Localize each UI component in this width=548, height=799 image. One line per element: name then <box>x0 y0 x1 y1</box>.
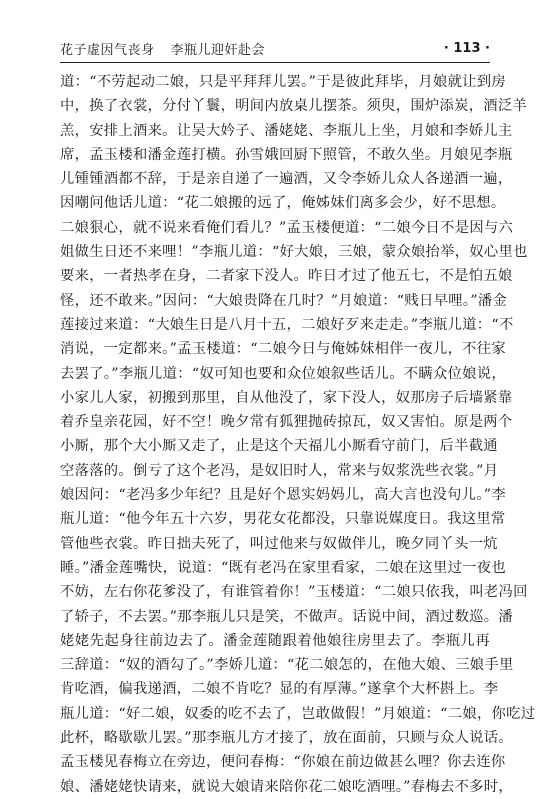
text-line: 要来，一者热孝在身，二者家下没人。昨日才过了他五七，不是怕五娘 <box>60 268 513 285</box>
text-line: 娘、潘姥姥快请来，就说大娘请来陪你花二娘吃酒哩。”春梅去不多时， <box>60 778 513 795</box>
running-header <box>60 37 490 59</box>
text-line: 空落落的。倒亏了这个老冯，是奴旧时人，常来与奴浆洗些衣裳。”月 <box>60 462 499 479</box>
text-line: 姐做生日还不来哩！”李瓶儿道：“好大娘，三娘，蒙众娘抬举，奴心里也 <box>60 244 528 261</box>
running-header-titles <box>60 39 265 58</box>
page-number: · 113 · <box>443 40 490 56</box>
text-line: 管他些衣裳。昨日拙夫死了，叫过他来与奴做伴儿，晚夕同丫头一炕 <box>60 535 498 552</box>
text-line: 瓶儿道：“好二娘，奴委的吃不去了，岂敢做假！”月娘道：“二娘，你吃过 <box>60 705 536 722</box>
text-line: 去罢了。”李瓶儿道：“奴可知也要和众位娘叙些话儿。不瞒众位娘说， <box>60 365 506 382</box>
text-line: 道：“不劳起动二娘，只是平拜拜儿罢。”于是彼此拜毕，月娘就让到房 <box>60 74 506 90</box>
text-line: 消说，一定都来。”孟玉楼道：“二娘今日与俺姊妹相伴一夜儿，不往家 <box>60 341 506 358</box>
section-title: 李瓶儿迎奸赴会 <box>170 42 266 58</box>
text-line: 小厮，那个大小厮又走了，止是这个天福儿小厮看守前门，后半截通 <box>60 438 498 455</box>
text-line: 了轿子，不去罢。”那李瓶儿只是笑，不做声。话说中间，酒过数巡。潘 <box>60 608 513 625</box>
text-line: 姥姥先起身往前边去了。潘金莲随跟着他娘往房里去了。李瓶儿再 <box>60 632 490 649</box>
text-line: 着乔皇亲花园，好不空！晚夕常有狐狸抛砖掠瓦，奴又害怕。原是两个 <box>60 414 513 431</box>
header-rule <box>60 62 490 63</box>
text-line: 中，换了衣裳，分付丫鬟，明间内放桌儿摆茶。须臾，围炉添炭，酒泛羊 <box>60 98 528 115</box>
text-line: 儿锺锺酒都不辞，于是亲自递了一遍酒，又令李娇儿众人各递酒一遍， <box>60 171 513 188</box>
chapter-title: 花子虚因气丧身 <box>60 42 155 58</box>
text-line: 孟玉楼见春梅立在旁边，便问春梅：“你娘在前边做甚么哩？你去连你 <box>60 754 506 771</box>
text-line: 不妨，左右你花爹没了，有谁管着你！”玉楼道：“二娘只依我，叫老冯回 <box>60 584 528 601</box>
text-line: 睡。”潘金莲嘴快，说道：“既有老冯在家里看家，二娘在这里过一夜也 <box>60 559 506 576</box>
body-text <box>60 70 536 795</box>
text-line: 娘因问：“老冯多少年纪？且是好个恩实妈妈儿，高大言也没句儿。”李 <box>60 487 506 504</box>
text-line: 羔，安排上酒来。让吴大妗子、潘姥姥、李瓶儿上坐，月娘和李娇儿主 <box>60 122 513 139</box>
text-line: 莲接过来道：“大娘生日是八月十五，二娘好歹来走走。”李瓶儿道：“不 <box>60 316 514 333</box>
text-line: 因嘲问他话儿道：“花二娘搬的远了，俺姊妹们离多会少，好不思想。 <box>60 195 506 212</box>
text-line: 肯吃酒，偏我递酒，二娘不肯吃？显的有厚薄。”遂拿个大杯斟上。李 <box>60 681 499 698</box>
text-line: 席，孟玉楼和潘金莲打横。孙雪娥回厨下照管，不敢久坐。月娘见李瓶 <box>60 146 513 163</box>
text-line: 三辞道：“奴的酒勾了。”李娇儿道：“花二娘怎的，在他大娘、三娘手里 <box>60 657 514 674</box>
text-line: 此杯，略歇歇儿罢。”那李瓶儿方才接了，放在面前，只顾与众人说话。 <box>60 730 513 747</box>
text-line: 怪，还不敢来。”因问：“大娘贵降在几时？”月娘道：“贱日早哩。”潘金 <box>60 292 508 309</box>
text-line: 小家儿人家，初搬到那里，自从他没了，家下没人，奴那房子后墙紧靠 <box>60 389 513 406</box>
text-line: 瓶儿道：“他今年五十六岁，男花女花都没，只靠说媒度日。我这里常 <box>60 511 506 528</box>
text-line: 二娘狠心，就不说来看俺们看儿？”孟玉楼便道：“二娘今日不是因与六 <box>60 219 514 236</box>
